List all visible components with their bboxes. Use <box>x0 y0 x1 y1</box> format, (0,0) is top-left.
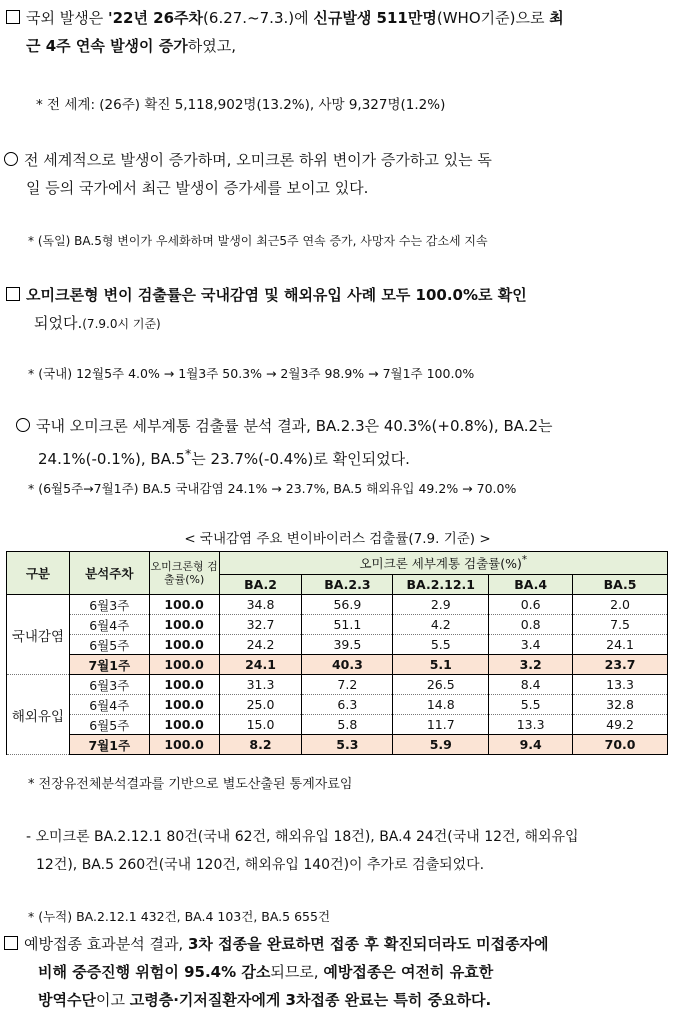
value-cell: 0.8 <box>489 615 573 635</box>
circle-bullet-icon <box>4 152 18 166</box>
omicron-cell: 100.0 <box>149 695 219 715</box>
table-row <box>7 635 668 655</box>
value-cell: 49.2 <box>573 715 668 735</box>
table-caption: < 국내감염 주요 변이바이러스 검출률(7.9. 기준) > <box>184 531 491 547</box>
week-cell: 6월5주 <box>69 715 149 735</box>
table-row <box>7 655 668 675</box>
table-row <box>7 695 668 715</box>
omicron-cell: 100.0 <box>149 735 219 755</box>
value-cell: 4.2 <box>393 615 489 635</box>
table-row <box>7 675 668 695</box>
week-cell: 7월1주 <box>69 735 149 755</box>
value-cell: 5.8 <box>302 715 393 735</box>
note-germany: * (독일) BA.5형 변이가 우세화하며 발생이 최근5주 연속 증가, 사망자 수는 감소세 지속 <box>28 234 488 248</box>
value-cell: 7.2 <box>302 675 393 695</box>
omicron-cell: 100.0 <box>149 595 219 615</box>
checkbox-bullet-icon <box>6 287 20 301</box>
header-subtype: 오미크론 세부계통 검출률(%)* <box>219 552 667 575</box>
header-col-ba-2-12-1: BA.2.12.1 <box>393 575 489 595</box>
value-cell: 56.9 <box>302 595 393 615</box>
para-subtype-analysis: 국내 오미크론 세부계통 검출률 분석 결과, BA.2.3은 40.3%(+0.8%), BA.2는 24.1%(-0.1%), BA.5*는 23.7%(-0.4%)로 확인되었다. <box>0 412 675 473</box>
value-cell: 5.5 <box>393 635 489 655</box>
value-cell: 32.7 <box>219 615 302 635</box>
value-cell: 5.5 <box>489 695 573 715</box>
omicron-cell: 100.0 <box>149 715 219 735</box>
week-cell: 7월1주 <box>69 655 149 675</box>
omicron-cell: 100.0 <box>149 655 219 675</box>
value-cell: 25.0 <box>219 695 302 715</box>
value-cell: 13.3 <box>573 675 668 695</box>
value-cell: 2.0 <box>573 595 668 615</box>
value-cell: 3.4 <box>489 635 573 655</box>
value-cell: 40.3 <box>302 655 393 675</box>
header-group: 구분 <box>7 552 70 595</box>
value-cell: 9.4 <box>489 735 573 755</box>
table-footnote: * 전장유전체분석결과를 기반으로 별도산출된 통계자료임 <box>28 777 353 792</box>
value-cell: 39.5 <box>302 635 393 655</box>
value-cell: 24.1 <box>219 655 302 675</box>
para-additional: - 오미크론 BA.2.12.1 80건(국내 62건, 해외유입 18건), BA.4 24건(국내 12건, 해외유입 12건), BA.5 260건(국내 120건, 해외유입 140건)이 추가로 검출되었다. <box>26 829 579 873</box>
para-vaccination: 예방접종 효과분석 결과, 3차 접종을 완료하면 접종 후 확진되더라도 미접종자에 비해 중증진행 위험이 95.4% 감소되므로, 예방접종은 여전히 유효한 방역수단이고 고령층·기저질환자에게 3차접종 완료는 특히 중요하다. <box>0 930 675 1014</box>
value-cell: 32.8 <box>573 695 668 715</box>
value-cell: 31.3 <box>219 675 302 695</box>
week-cell: 6월4주 <box>69 695 149 715</box>
checkbox-bullet-icon <box>4 936 18 950</box>
note-world: * 전 세계: (26주) 확진 5,118,902명(13.2%), 사망 9,327명(1.2%) <box>36 97 446 113</box>
para-omicron-rate: 오미크론형 변이 검출률은 국내감염 및 해외유입 사례 모두 100.0%로 확인 되었다.(7.9.0시 기준) <box>0 281 675 338</box>
omicron-cell: 100.0 <box>149 615 219 635</box>
value-cell: 14.8 <box>393 695 489 715</box>
value-cell: 8.2 <box>219 735 302 755</box>
group-label: 국내감염 <box>7 595 70 675</box>
value-cell: 34.8 <box>219 595 302 615</box>
week-cell: 6월3주 <box>69 675 149 695</box>
header-col-ba-5: BA.5 <box>573 575 668 595</box>
circle-bullet-icon <box>16 418 30 432</box>
table-row <box>7 715 668 735</box>
header-col-ba-4: BA.4 <box>489 575 573 595</box>
value-cell: 70.0 <box>573 735 668 755</box>
table-row <box>7 735 668 755</box>
value-cell: 5.9 <box>393 735 489 755</box>
value-cell: 5.3 <box>302 735 393 755</box>
value-cell: 26.5 <box>393 675 489 695</box>
checkbox-bullet-icon <box>6 10 20 24</box>
value-cell: 11.7 <box>393 715 489 735</box>
table-row <box>7 595 668 615</box>
value-cell: 24.1 <box>573 635 668 655</box>
para-world-trend: 전 세계적으로 발생이 증가하며, 오미크론 하위 변이가 증가하고 있는 독 일 등의 국가에서 최근 발생이 증가세를 보이고 있다. <box>0 146 675 202</box>
group-label: 해외유입 <box>7 675 70 755</box>
value-cell: 6.3 <box>302 695 393 715</box>
value-cell: 2.9 <box>393 595 489 615</box>
note-ba5: * (6월5주→7월1주) BA.5 국내감염 24.1% → 23.7%, BA.5 해외유입 49.2% → 70.0% <box>28 481 517 496</box>
omicron-cell: 100.0 <box>149 635 219 655</box>
note-domestic: * (국내) 12월5주 4.0% → 1월3주 50.3% → 2월3주 98.9% → 7월1주 100.0% <box>28 366 475 381</box>
omicron-cell: 100.0 <box>149 675 219 695</box>
header-omicron: 오미크론형 검출률(%) <box>149 552 219 595</box>
value-cell: 5.1 <box>393 655 489 675</box>
week-cell: 6월4주 <box>69 615 149 635</box>
variant-detection-table <box>6 551 668 755</box>
header-col-ba-2-3: BA.2.3 <box>302 575 393 595</box>
value-cell: 13.3 <box>489 715 573 735</box>
header-week: 분석주차 <box>69 552 149 595</box>
header-col-ba-2: BA.2 <box>219 575 302 595</box>
value-cell: 15.0 <box>219 715 302 735</box>
note-cumulative: * (누적) BA.2.12.1 432건, BA.4 103건, BA.5 655건 <box>28 909 331 924</box>
value-cell: 8.4 <box>489 675 573 695</box>
value-cell: 0.6 <box>489 595 573 615</box>
value-cell: 3.2 <box>489 655 573 675</box>
value-cell: 51.1 <box>302 615 393 635</box>
week-cell: 6월3주 <box>69 595 149 615</box>
value-cell: 24.2 <box>219 635 302 655</box>
week-cell: 6월5주 <box>69 635 149 655</box>
value-cell: 23.7 <box>573 655 668 675</box>
value-cell: 7.5 <box>573 615 668 635</box>
para-overseas: 국외 발생은 '22년 26주차(6.27.~7.3.)에 신규발생 511만명(WHO기준)으로 최 근 4주 연속 발생이 증가하였고, <box>0 4 675 60</box>
table-row <box>7 615 668 635</box>
